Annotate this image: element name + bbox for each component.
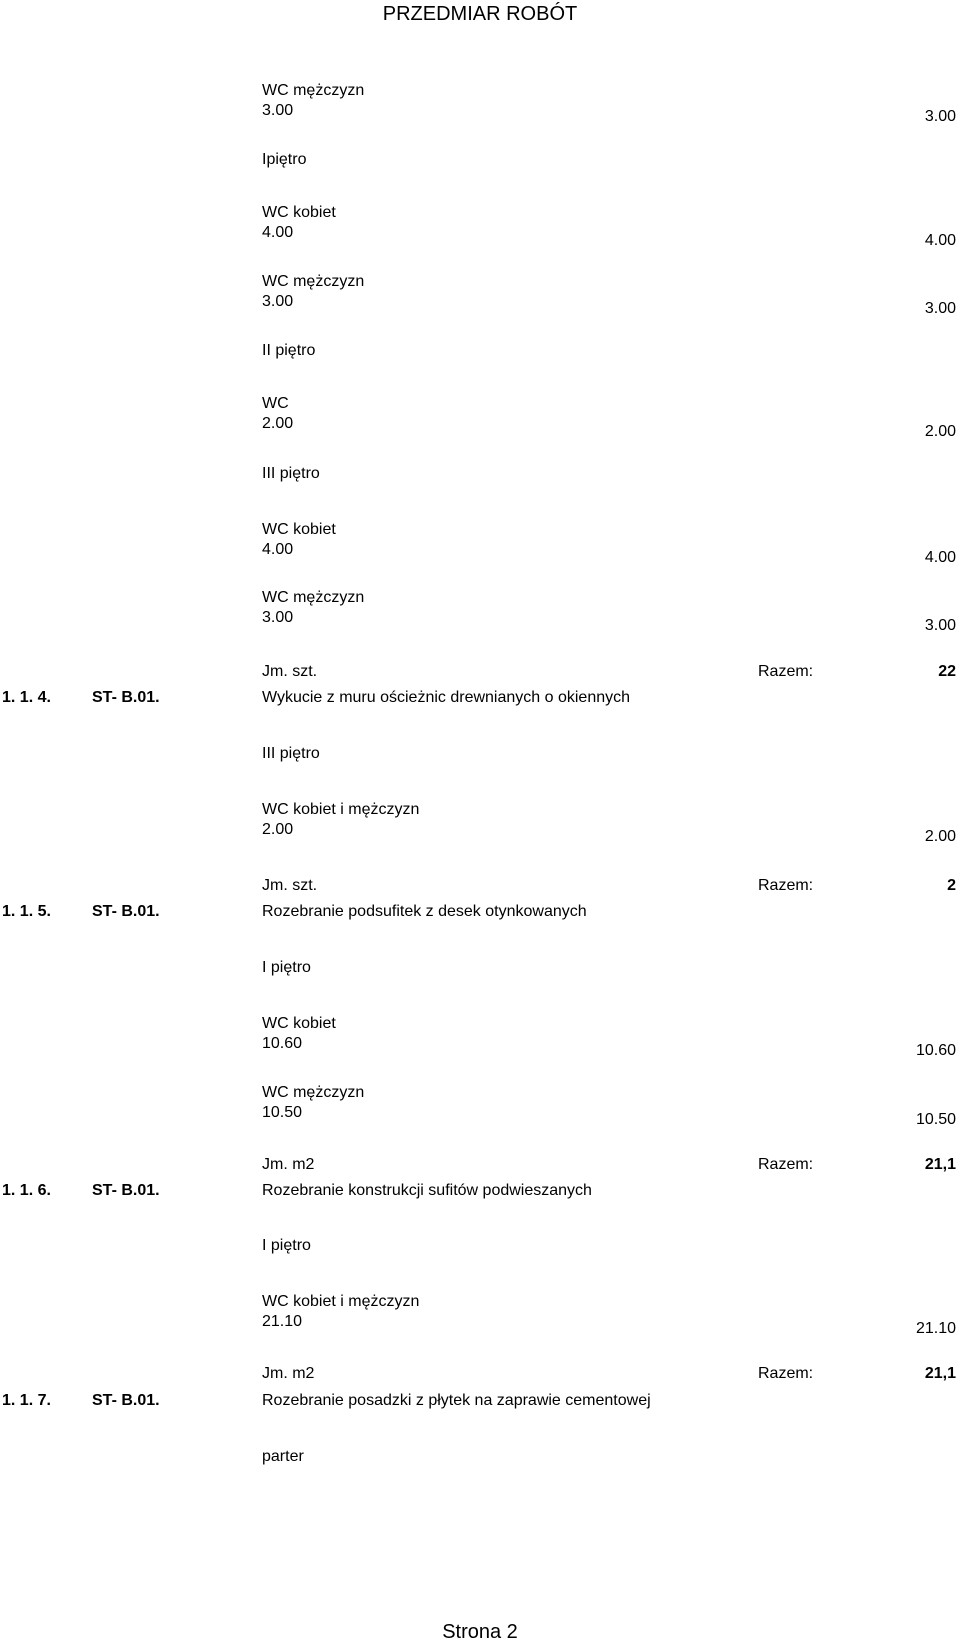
unit-label: Jm. m2	[262, 1156, 315, 1173]
position-number: 1. 1. 5.	[2, 903, 51, 920]
measurement-label: WC mężczyzn	[262, 589, 365, 606]
measurement-value: 3.00	[262, 102, 294, 119]
page-footer: Strona 2	[442, 1621, 518, 1643]
measurement-value: 2.00	[262, 821, 294, 838]
measurement-total: 10.60	[915, 1042, 956, 1059]
measurement-total: 2.00	[924, 423, 956, 440]
measurement-total: 10.50	[915, 1111, 956, 1128]
measurement-total: 3.00	[924, 108, 956, 125]
position-description: Rozebranie konstrukcji sufitów podwieszanych	[262, 1182, 592, 1199]
unit-label: Jm. szt.	[262, 877, 318, 894]
position-number: 1. 1. 6.	[2, 1182, 51, 1199]
razem-label: Razem:	[758, 663, 814, 680]
measurement-total: 4.00	[924, 232, 956, 249]
measurement-label: WC kobiet	[262, 521, 336, 538]
position-number: 1. 1. 4.	[2, 689, 51, 706]
measurement-total: 4.00	[924, 549, 956, 566]
measurement-value: 4.00	[262, 224, 294, 241]
measurement-value: 3.00	[262, 609, 294, 626]
measurement-label: WC mężczyzn	[262, 82, 365, 99]
razem-value: 21,1	[924, 1156, 956, 1173]
position-description: Wykucie z muru ościeżnic drewnianych o okiennych	[262, 689, 631, 706]
measurement-label: WC kobiet i mężczyzn	[262, 801, 420, 818]
measurement-label: WC kobiet	[262, 204, 336, 221]
measurement-value: 10.60	[262, 1035, 303, 1052]
measurement-value: 21.10	[262, 1313, 303, 1330]
floor-label: I piętro	[262, 959, 311, 976]
razem-label: Razem:	[758, 1365, 814, 1382]
measurement-label: WC mężczyzn	[262, 1084, 365, 1101]
measurement-label: WC kobiet	[262, 1015, 336, 1032]
position-description: Rozebranie podsufitek z desek otynkowanych	[262, 903, 587, 920]
measurement-value: 4.00	[262, 541, 294, 558]
floor-label: III piętro	[262, 465, 320, 482]
razem-label: Razem:	[758, 877, 814, 894]
floor-label: III piętro	[262, 745, 320, 762]
razem-value: 21,1	[924, 1365, 956, 1382]
measurement-value: 10.50	[262, 1104, 303, 1121]
unit-label: Jm. m2	[262, 1365, 315, 1382]
floor-label: II piętro	[262, 342, 316, 359]
floor-label: Ipiętro	[262, 151, 307, 168]
measurement-total: 3.00	[924, 300, 956, 317]
measurement-total: 21.10	[915, 1320, 956, 1337]
measurement-total: 3.00	[924, 617, 956, 634]
position-description: Rozebranie posadzki z płytek na zaprawie cementowej	[262, 1392, 651, 1409]
position-code: ST- B.01.	[92, 1392, 160, 1409]
measurement-value: 3.00	[262, 293, 294, 310]
measurement-value: 2.00	[262, 415, 294, 432]
measurement-total: 2.00	[924, 828, 956, 845]
razem-value: 22	[938, 663, 956, 680]
measurement-label: WC	[262, 395, 289, 412]
measurement-label: WC kobiet i mężczyzn	[262, 1293, 420, 1310]
position-number: 1. 1. 7.	[2, 1392, 51, 1409]
floor-label: I piętro	[262, 1237, 311, 1254]
position-code: ST- B.01.	[92, 1182, 160, 1199]
razem-value: 2	[947, 877, 956, 894]
position-code: ST- B.01.	[92, 689, 160, 706]
razem-label: Razem:	[758, 1156, 814, 1173]
unit-label: Jm. szt.	[262, 663, 318, 680]
position-code: ST- B.01.	[92, 903, 160, 920]
measurement-label: WC mężczyzn	[262, 273, 365, 290]
floor-label: parter	[262, 1448, 304, 1465]
page-title: PRZEDMIAR ROBÓT	[382, 3, 578, 25]
